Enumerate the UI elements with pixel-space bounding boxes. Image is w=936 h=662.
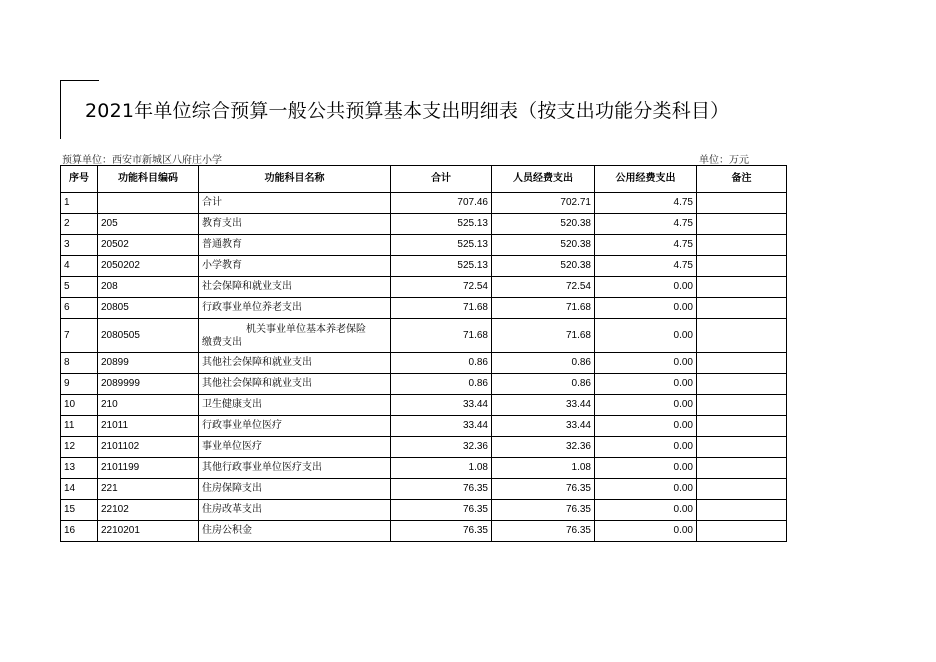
row-personnel-cell: 32.36 (492, 437, 595, 458)
row-total-cell: 525.13 (391, 235, 492, 256)
row-name-line1: 机关事业单位基本养老保险 (246, 323, 366, 335)
row-note-cell (697, 193, 787, 214)
row-code-cell: 2050202 (98, 256, 199, 277)
row-public-cell: 0.00 (595, 277, 697, 298)
row-note-cell (697, 416, 787, 437)
col-header-name: 功能科目名称 (199, 166, 391, 193)
row-index-cell: 3 (61, 235, 98, 256)
row-name-cell (199, 319, 391, 353)
row-personnel-cell: 0.86 (492, 374, 595, 395)
row-note-cell (697, 374, 787, 395)
row-index-cell: 7 (61, 319, 98, 353)
table-row (61, 395, 787, 416)
row-code-cell: 2210201 (98, 521, 199, 542)
row-personnel-cell: 520.38 (492, 235, 595, 256)
table-row (61, 521, 787, 542)
row-personnel-cell: 76.35 (492, 479, 595, 500)
row-personnel-cell: 33.44 (492, 416, 595, 437)
row-code-cell: 20805 (98, 298, 199, 319)
row-code-cell: 2101199 (98, 458, 199, 479)
table-row (61, 214, 787, 235)
row-personnel-cell: 76.35 (492, 500, 595, 521)
row-public-cell: 0.00 (595, 416, 697, 437)
table-row (61, 500, 787, 521)
row-total-cell: 71.68 (391, 319, 492, 353)
row-note-cell (697, 395, 787, 416)
budget-unit-label: 预算单位：西安市新城区八府庄小学 (62, 155, 222, 166)
row-index-cell: 12 (61, 437, 98, 458)
row-code-cell: 205 (98, 214, 199, 235)
row-code-cell: 20502 (98, 235, 199, 256)
row-personnel-cell: 71.68 (492, 298, 595, 319)
table-row (61, 353, 787, 374)
row-total-cell: 707.46 (391, 193, 492, 214)
row-code-cell: 208 (98, 277, 199, 298)
row-index-cell: 13 (61, 458, 98, 479)
row-note-cell (697, 235, 787, 256)
page-title: 2021年单位综合预算一般公共预算基本支出明细表（按支出功能分类科目） (85, 100, 730, 122)
col-header-note: 备注 (697, 166, 787, 193)
table-row (61, 235, 787, 256)
row-index-cell: 1 (61, 193, 98, 214)
table-row (61, 374, 787, 395)
row-public-cell: 4.75 (595, 235, 697, 256)
expenditure-table (60, 165, 787, 542)
row-total-cell: 0.86 (391, 353, 492, 374)
row-code-cell (98, 193, 199, 214)
table-header-row (61, 166, 787, 193)
row-code-cell: 20899 (98, 353, 199, 374)
row-total-cell: 1.08 (391, 458, 492, 479)
row-name-cell: 普通教育 (199, 235, 391, 256)
row-code-cell: 2101102 (98, 437, 199, 458)
row-index-cell: 4 (61, 256, 98, 277)
row-note-cell (697, 353, 787, 374)
row-total-cell: 72.54 (391, 277, 492, 298)
row-total-cell: 71.68 (391, 298, 492, 319)
row-name-cell: 其他社会保障和就业支出 (199, 353, 391, 374)
row-total-cell: 33.44 (391, 416, 492, 437)
row-name-cell: 教育支出 (199, 214, 391, 235)
row-code-cell: 210 (98, 395, 199, 416)
row-code-cell: 221 (98, 479, 199, 500)
row-index-cell: 8 (61, 353, 98, 374)
row-index-cell: 15 (61, 500, 98, 521)
row-note-cell (697, 521, 787, 542)
table-row (61, 256, 787, 277)
table-row (61, 437, 787, 458)
row-name-cell: 社会保障和就业支出 (199, 277, 391, 298)
row-name-cell: 合计 (199, 193, 391, 214)
row-name-cell: 其他社会保障和就业支出 (199, 374, 391, 395)
row-index-cell: 16 (61, 521, 98, 542)
row-total-cell: 76.35 (391, 521, 492, 542)
row-total-cell: 76.35 (391, 479, 492, 500)
table-row (61, 277, 787, 298)
row-code-cell: 21011 (98, 416, 199, 437)
row-note-cell (697, 319, 787, 353)
row-total-cell: 0.86 (391, 374, 492, 395)
row-code-cell: 2080505 (98, 319, 199, 353)
row-name-cell: 行政事业单位医疗 (199, 416, 391, 437)
row-public-cell: 0.00 (595, 458, 697, 479)
row-code-cell: 2089999 (98, 374, 199, 395)
table-row (61, 479, 787, 500)
row-note-cell (697, 298, 787, 319)
row-public-cell: 4.75 (595, 256, 697, 277)
col-header-code: 功能科目编码 (98, 166, 199, 193)
row-total-cell: 33.44 (391, 395, 492, 416)
col-header-public: 公用经费支出 (595, 166, 697, 193)
row-note-cell (697, 214, 787, 235)
row-name-line2: 缴费支出 (202, 336, 242, 348)
row-public-cell: 4.75 (595, 193, 697, 214)
row-index-cell: 10 (61, 395, 98, 416)
table-row (61, 319, 787, 353)
row-total-cell: 76.35 (391, 500, 492, 521)
col-header-index: 序号 (61, 166, 98, 193)
row-total-cell: 525.13 (391, 214, 492, 235)
row-public-cell: 0.00 (595, 395, 697, 416)
row-public-cell: 0.00 (595, 319, 697, 353)
row-note-cell (697, 256, 787, 277)
row-public-cell: 4.75 (595, 214, 697, 235)
row-name-cell: 行政事业单位养老支出 (199, 298, 391, 319)
table-row (61, 458, 787, 479)
col-header-personnel: 人员经费支出 (492, 166, 595, 193)
row-name-cell: 小学教育 (199, 256, 391, 277)
row-note-cell (697, 437, 787, 458)
currency-unit-label: 单位：万元 (699, 155, 749, 166)
row-personnel-cell: 76.35 (492, 521, 595, 542)
row-personnel-cell: 702.71 (492, 193, 595, 214)
row-public-cell: 0.00 (595, 437, 697, 458)
row-index-cell: 14 (61, 479, 98, 500)
row-personnel-cell: 1.08 (492, 458, 595, 479)
row-name-cell: 事业单位医疗 (199, 437, 391, 458)
row-note-cell (697, 277, 787, 298)
row-public-cell: 0.00 (595, 500, 697, 521)
row-code-cell: 22102 (98, 500, 199, 521)
row-name-cell: 住房保障支出 (199, 479, 391, 500)
row-personnel-cell: 520.38 (492, 256, 595, 277)
table-row (61, 416, 787, 437)
row-public-cell: 0.00 (595, 353, 697, 374)
row-personnel-cell: 71.68 (492, 319, 595, 353)
row-index-cell: 11 (61, 416, 98, 437)
row-public-cell: 0.00 (595, 374, 697, 395)
row-personnel-cell: 520.38 (492, 214, 595, 235)
row-total-cell: 525.13 (391, 256, 492, 277)
row-name-cell: 其他行政事业单位医疗支出 (199, 458, 391, 479)
row-name-cell: 住房改革支出 (199, 500, 391, 521)
row-name-cell: 住房公积金 (199, 521, 391, 542)
row-personnel-cell: 0.86 (492, 353, 595, 374)
row-index-cell: 2 (61, 214, 98, 235)
table-row (61, 193, 787, 214)
row-note-cell (697, 500, 787, 521)
row-name-cell: 卫生健康支出 (199, 395, 391, 416)
row-note-cell (697, 458, 787, 479)
table-row (61, 298, 787, 319)
row-total-cell: 32.36 (391, 437, 492, 458)
row-note-cell (697, 479, 787, 500)
row-personnel-cell: 72.54 (492, 277, 595, 298)
row-public-cell: 0.00 (595, 521, 697, 542)
row-index-cell: 5 (61, 277, 98, 298)
row-personnel-cell: 33.44 (492, 395, 595, 416)
row-index-cell: 6 (61, 298, 98, 319)
row-public-cell: 0.00 (595, 479, 697, 500)
col-header-total: 合计 (391, 166, 492, 193)
row-index-cell: 9 (61, 374, 98, 395)
row-public-cell: 0.00 (595, 298, 697, 319)
